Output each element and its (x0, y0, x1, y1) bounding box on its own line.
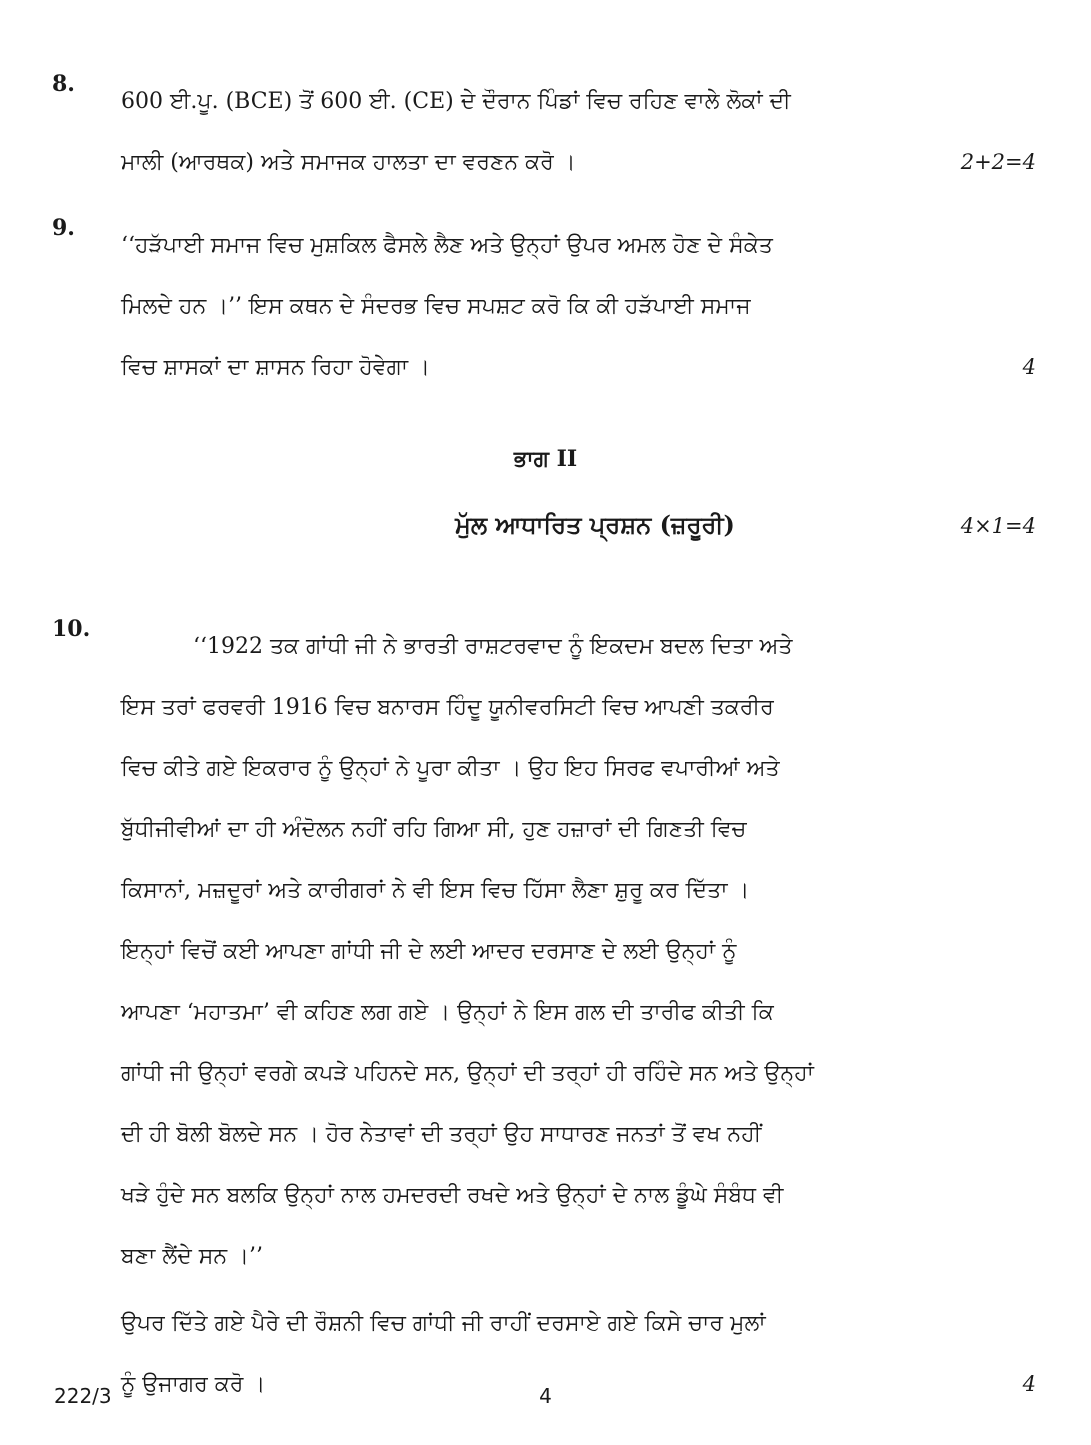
section-label: ਭਾਗ II (513, 446, 578, 472)
passage-line: ਬਣਾ ਲੈਂਦੇ ਸਨ ।’’ (121, 1244, 263, 1269)
passage-line: ਆਪਣਾ ‘ਮਹਾਤਮਾ’ ਵੀ ਕਹਿਣ ਲਗ ਗਏ । ਉਨ੍ਹਾਂ ਨੇ ਇਸ ਗਲ ਦੀ ਤਾਰੀਫ ਕੀਤੀ ਕਿ (121, 1000, 774, 1025)
passage-line: ਖੜੇ ਹੁੰਦੇ ਸਨ ਬਲਕਿ ਉਨ੍ਹਾਂ ਨਾਲ ਹਮਦਰਦੀ ਰਖਦੇ ਅਤੇ ਉਨ੍ਹਾਂ ਦੇ ਨਾਲ ਡੂੰਘੇ ਸੰਬੰਧ ਵੀ (121, 1183, 784, 1208)
passage-line: ਬੁੱਧੀਜੀਵੀਆਂ ਦਾ ਹੀ ਅੰਦੋਲਨ ਨਹੀਂ ਰਹਿ ਗਿਆ ਸੀ, ਹੁਣ ਹਜ਼ਾਰਾਂ ਦੀ ਗਿਣਤੀ ਵਿਚ (121, 817, 747, 842)
passage-line: ਗਾਂਧੀ ਜੀ ਉਨ੍ਹਾਂ ਵਰਗੇ ਕਪੜੇ ਪਹਿਨਦੇ ਸਨ, ਉਨ੍ਹਾਂ ਦੀ ਤਰ੍ਹਾਂ ਹੀ ਰਹਿੰਦੇ ਸਨ ਅਤੇ ਉਨ੍ਹਾਂ (121, 1061, 814, 1086)
question-8 (52, 71, 1036, 193)
question-line: ਮਾਲੀ (ਆਰਥਕ) ਅਤੇ ਸਮਾਜਕ ਹਾਲਤਾ ਦਾ ਵਰਣਨ ਕਰੋ । (121, 150, 576, 175)
passage-line: ‘‘1922 ਤਕ ਗਾਂਧੀ ਜੀ ਨੇ ਭਾਰਤੀ ਰਾਸ਼ਟਰਵਾਦ ਨੂੰ ਇਕਦਮ ਬਦਲ ਦਿਤਾ ਅਤੇ (193, 634, 793, 659)
passage-line: ਦੀ ਹੀ ਬੋਲੀ ਬੋਲਦੇ ਸਨ । ਹੋਰ ਨੇਤਾਵਾਂ ਦੀ ਤਰ੍ਹਾਂ ਉਹ ਸਾਧਾਰਣ ਜਨਤਾਂ ਤੋਂ ਵਖ ਨਹੀਂ (121, 1122, 762, 1147)
question-9 (52, 215, 1036, 398)
question-10 (52, 616, 1036, 1415)
paper-code: 222/3 (54, 1384, 112, 1408)
prompt-line: ਨੂੰ ਉਜਾਗਰ ਕਰੋ । (121, 1372, 266, 1397)
question-line: 600 ਈ.ਪੂ. (BCE) ਤੋਂ 600 ਈ. (CE) ਦੇ ਦੌਰਾਨ ਪਿੰਡਾਂ ਵਿਚ ਰਹਿਣ ਵਾਲੇ ਲੋਕਾਂ ਦੀ (121, 89, 791, 114)
page-number: 4 (539, 1384, 552, 1408)
question-line: ਵਿਚ ਸ਼ਾਸਕਾਂ ਦਾ ਸ਼ਾਸਨ ਰਿਹਾ ਹੋਵੇਗਾ । (121, 355, 430, 380)
section-marks: 4×1=4 (960, 514, 1036, 538)
section-header (52, 510, 1036, 550)
section-title: ਮੁੱਲ ਆਧਾਰਿਤ ਪ੍ਰਸ਼ਨ (ਜ਼ਰੂਰੀ) (455, 510, 735, 539)
question-number: 10. (52, 616, 91, 642)
passage-line: ਵਿਚ ਕੀਤੇ ਗਏ ਇਕਰਾਰ ਨੂੰ ਉਨ੍ਹਾਂ ਨੇ ਪੂਰਾ ਕੀਤਾ । ਉਹ ਇਹ ਸਿਰਫ ਵਪਾਰੀਆਂ ਅਤੇ (121, 756, 780, 781)
marks: 4 (1022, 1372, 1036, 1396)
passage-line: ਕਿਸਾਨਾਂ, ਮਜ਼ਦੂਰਾਂ ਅਤੇ ਕਾਰੀਗਰਾਂ ਨੇ ਵੀ ਇਸ ਵਿਚ ਹਿੱਸਾ ਲੈਣਾ ਸ਼ੁਰੂ ਕਰ ਦਿੱਤਾ । (121, 878, 750, 903)
marks: 2+2=4 (960, 150, 1036, 174)
passage-line: ਇਸ ਤਰਾਂ ਫਰਵਰੀ 1916 ਵਿਚ ਬਨਾਰਸ ਹਿੰਦੂ ਯੂਨੀਵਰਸਿਟੀ ਵਿਚ ਆਪਣੀ ਤਕਰੀਰ (121, 695, 774, 720)
question-line: ਮਿਲਦੇ ਹਨ ।’’ ਇਸ ਕਥਨ ਦੇ ਸੰਦਰਭ ਵਿਚ ਸਪਸ਼ਟ ਕਰੋ ਕਿ ਕੀ ਹੜੱਪਾਈ ਸਮਾਜ (121, 294, 751, 319)
question-number: 9. (52, 215, 75, 241)
question-text (121, 215, 1036, 398)
prompt-line: ਉਪਰ ਦਿੱਤੇ ਗਏ ਪੈਰੇ ਦੀ ਰੌਸ਼ਨੀ ਵਿਚ ਗਾਂਧੀ ਜੀ ਰਾਹੀਂ ਦਰਸਾਏ ਗਏ ਕਿਸੇ ਚਾਰ ਮੁਲਾਂ (121, 1311, 766, 1336)
question-text (121, 616, 1036, 1415)
passage-line: ਇਨ੍ਹਾਂ ਵਿਚੋਂ ਕਈ ਆਪਣਾ ਗਾਂਧੀ ਜੀ ਦੇ ਲਈ ਆਦਰ ਦਰਸਾਣ ਦੇ ਲਈ ਉਨ੍ਹਾਂ ਨੂੰ (121, 939, 737, 964)
passage (121, 616, 1036, 1287)
question-number: 8. (52, 71, 75, 97)
marks: 4 (1022, 355, 1036, 379)
question-line: ‘‘ਹੜੱਪਾਈ ਸਮਾਜ ਵਿਚ ਮੁਸ਼ਕਿਲ ਫੈਸਲੇ ਲੈਣ ਅਤੇ ਉਨ੍ਹਾਂ ਉਪਰ ਅਮਲ ਹੋਣ ਦੇ ਸੰਕੇਤ (121, 233, 773, 258)
question-text (121, 71, 1036, 193)
